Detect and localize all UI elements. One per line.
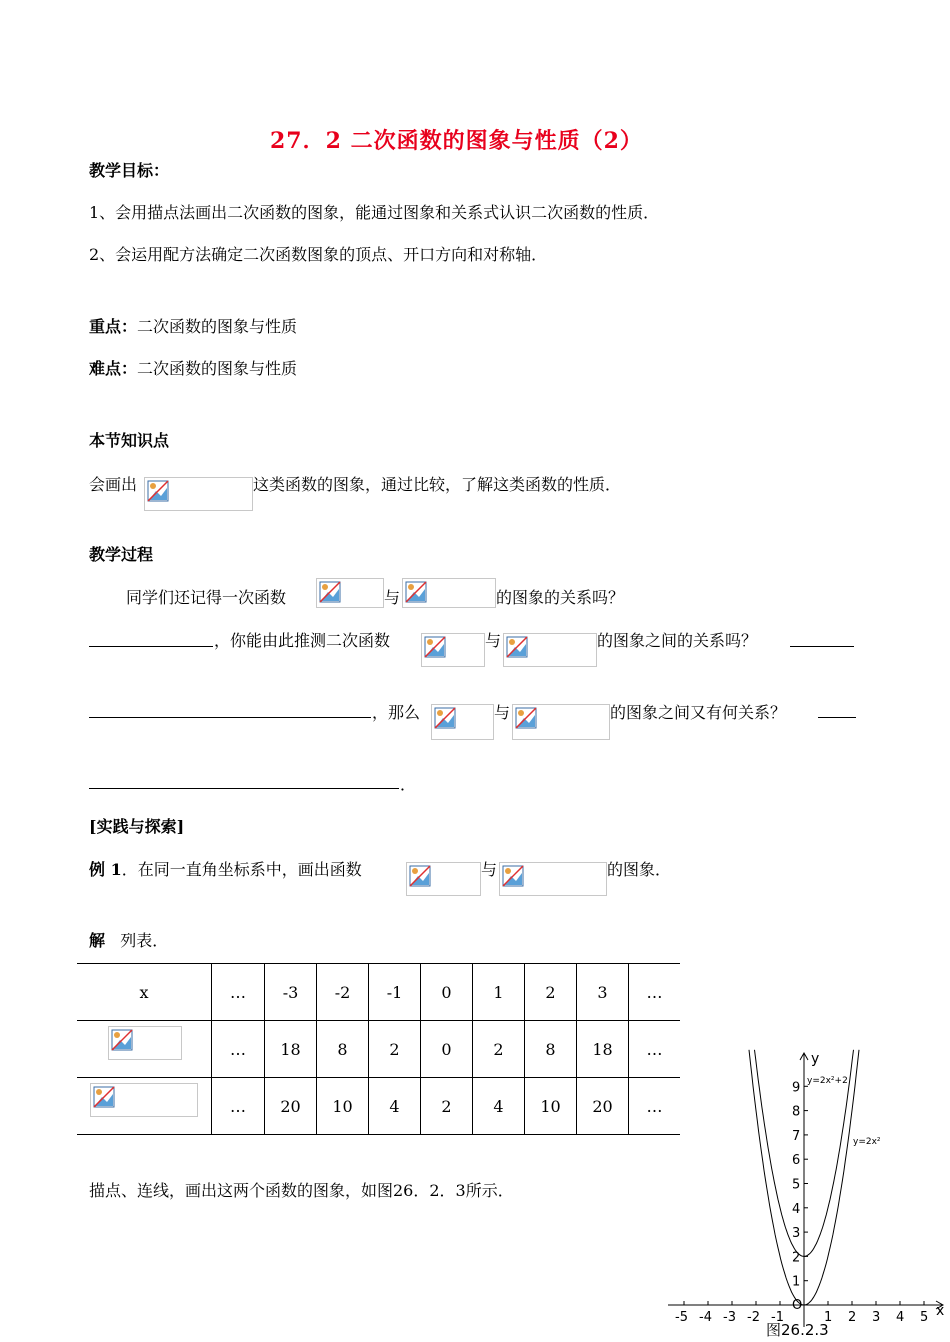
- answer-blank[interactable]: [89, 788, 399, 789]
- formula-image: [503, 633, 597, 667]
- figure-caption: 图26.2.3: [766, 1321, 829, 1339]
- table-cell: 2: [421, 1078, 473, 1135]
- x-tick-label: 2: [848, 1310, 857, 1325]
- y-axis-label: y: [811, 1051, 820, 1067]
- practice-heading: [实践与探索]: [89, 817, 185, 836]
- parabola-figure: [660, 1045, 950, 1342]
- table-cell: 3: [577, 964, 629, 1021]
- process-text: 的图象的关系吗？: [496, 588, 625, 607]
- difficulty-label: 难点：: [89, 359, 138, 378]
- y-tick-label: 9: [792, 1080, 801, 1096]
- table-cell: 2: [525, 964, 577, 1021]
- key-point-label: 重点：: [89, 317, 138, 336]
- table-cell: [77, 1078, 212, 1135]
- y-tick-label: 5: [792, 1177, 801, 1193]
- formula-image: [512, 704, 610, 740]
- formula-image: [421, 633, 485, 667]
- broken-image-icon: [93, 1086, 115, 1108]
- x-tick-label: -1: [771, 1310, 784, 1325]
- solution-text: 列表．: [120, 931, 169, 950]
- table-cell: 2: [369, 1021, 421, 1078]
- difficulty: [89, 356, 297, 379]
- process-text: 与: [485, 631, 502, 650]
- table-cell: -1: [369, 964, 421, 1021]
- process-text: 的图象之间又有何关系？: [610, 703, 787, 722]
- process-text: 与: [494, 703, 511, 722]
- x-tick-label: 4: [896, 1310, 905, 1325]
- broken-image-icon: [434, 707, 456, 729]
- table-cell: 8: [525, 1021, 577, 1078]
- answer-blank[interactable]: [89, 646, 213, 647]
- curve2-label: y=2x²: [853, 1137, 881, 1147]
- key-point: [89, 314, 297, 337]
- objective-item-2: 2、会运用配方法确定二次函数图象的顶点、开口方向和对称轴．: [89, 245, 548, 264]
- example-label: 例 1: [89, 860, 122, 879]
- y-tick-label: 2: [792, 1250, 801, 1266]
- broken-image-icon: [111, 1029, 133, 1051]
- objective-item-1: 1、会用描点法画出二次函数的图象，能通过图象和关系式认识二次函数的性质．: [89, 203, 660, 222]
- curve1-label: y=2x²+2: [807, 1076, 848, 1086]
- table-cell: …: [646, 982, 663, 1002]
- formula-image: [90, 1083, 198, 1117]
- y-tick-label: 3: [792, 1226, 801, 1242]
- broken-image-icon: [515, 707, 537, 729]
- objectives-heading: 教学目标：: [89, 161, 170, 180]
- conclusion-text: 描点、连线，画出这两个函数的图象，如图26．2．3所示．: [89, 1181, 514, 1200]
- table-cell: …: [212, 964, 265, 1021]
- table-cell: 20: [265, 1078, 317, 1135]
- knowledge-text-after: 这类函数的图象，通过比较，了解这类函数的性质．: [253, 475, 622, 494]
- table-cell: 18: [265, 1021, 317, 1078]
- broken-image-icon: [506, 636, 528, 658]
- knowledge-text-before: 会画出: [89, 475, 138, 494]
- table-cell: 0: [421, 964, 473, 1021]
- formula-image: [402, 578, 496, 608]
- x-tick-label: 5: [920, 1310, 929, 1325]
- page-title: 27．2 二次函数的图象与性质（2）: [270, 128, 643, 154]
- table-cell: x: [77, 964, 212, 1021]
- formula-image: [499, 862, 607, 896]
- process-text: 与: [384, 588, 401, 607]
- process-text: 的图象之间的关系吗？: [597, 631, 758, 650]
- x-tick-label: -4: [699, 1310, 712, 1325]
- table-cell: …: [212, 1021, 265, 1078]
- answer-blank[interactable]: [818, 717, 856, 718]
- table-cell: 20: [577, 1078, 629, 1135]
- x-axis-label: x: [936, 1303, 945, 1319]
- x-tick-label: -3: [723, 1310, 736, 1325]
- table-cell: -2: [317, 964, 369, 1021]
- table-cell: 10: [525, 1078, 577, 1135]
- table-cell: 0: [421, 1021, 473, 1078]
- formula-image: [108, 1026, 182, 1060]
- broken-image-icon: [502, 865, 524, 887]
- example-text: 的图象．: [607, 860, 672, 879]
- example-text-a: ．在同一直角坐标系中，画出函数: [121, 860, 362, 879]
- y-tick-label: 6: [792, 1153, 801, 1169]
- table-cell: 4: [369, 1078, 421, 1135]
- table-cell: 2: [473, 1021, 525, 1078]
- table-cell: 10: [317, 1078, 369, 1135]
- process-text: ，你能由此推测二次函数: [214, 631, 391, 650]
- table-cell: 18: [577, 1021, 629, 1078]
- solution: [89, 928, 168, 951]
- broken-image-icon: [405, 581, 427, 603]
- x-tick-label: 1: [824, 1310, 833, 1325]
- solution-label: 解: [89, 931, 106, 950]
- x-tick-label: -2: [747, 1310, 760, 1325]
- y-tick-label: 4: [792, 1201, 801, 1217]
- table-row: [77, 964, 680, 1021]
- y-tick-label: 1: [792, 1274, 801, 1290]
- table-cell: …: [646, 1039, 663, 1059]
- table-cell: 1: [473, 964, 525, 1021]
- process-text: ．: [400, 775, 417, 794]
- broken-image-icon: [147, 480, 169, 502]
- origin-label: O: [792, 1298, 803, 1313]
- table-cell: …: [646, 1096, 663, 1116]
- formula-image: [144, 477, 253, 511]
- formula-image: [431, 704, 494, 740]
- formula-image: [406, 862, 481, 896]
- broken-image-icon: [424, 636, 446, 658]
- table-cell: 4: [473, 1078, 525, 1135]
- values-table: [77, 963, 680, 1135]
- process-text: ，那么: [372, 703, 421, 722]
- process-heading: 教学过程: [89, 545, 154, 564]
- x-tick-label: 3: [872, 1310, 881, 1325]
- table-cell: 8: [317, 1021, 369, 1078]
- table-row: [77, 1021, 680, 1078]
- y-tick-label: 8: [792, 1104, 801, 1120]
- x-tick-label: -5: [675, 1310, 688, 1325]
- table-cell: …: [212, 1078, 265, 1135]
- example-text: 与: [481, 860, 498, 879]
- broken-image-icon: [409, 865, 431, 887]
- table-cell: -3: [265, 964, 317, 1021]
- answer-blank[interactable]: [89, 717, 371, 718]
- process-text: 同学们还记得一次函数: [126, 588, 287, 607]
- table-row: [77, 1078, 680, 1135]
- difficulty-text: 二次函数的图象与性质: [137, 359, 298, 378]
- key-point-text: 二次函数的图象与性质: [137, 317, 298, 336]
- y-tick-label: 7: [792, 1128, 801, 1144]
- knowledge-heading: 本节知识点: [89, 431, 170, 450]
- example-text: [89, 857, 362, 880]
- formula-image: [316, 578, 384, 608]
- answer-blank[interactable]: [790, 646, 854, 647]
- table-cell: [77, 1021, 212, 1078]
- broken-image-icon: [319, 581, 341, 603]
